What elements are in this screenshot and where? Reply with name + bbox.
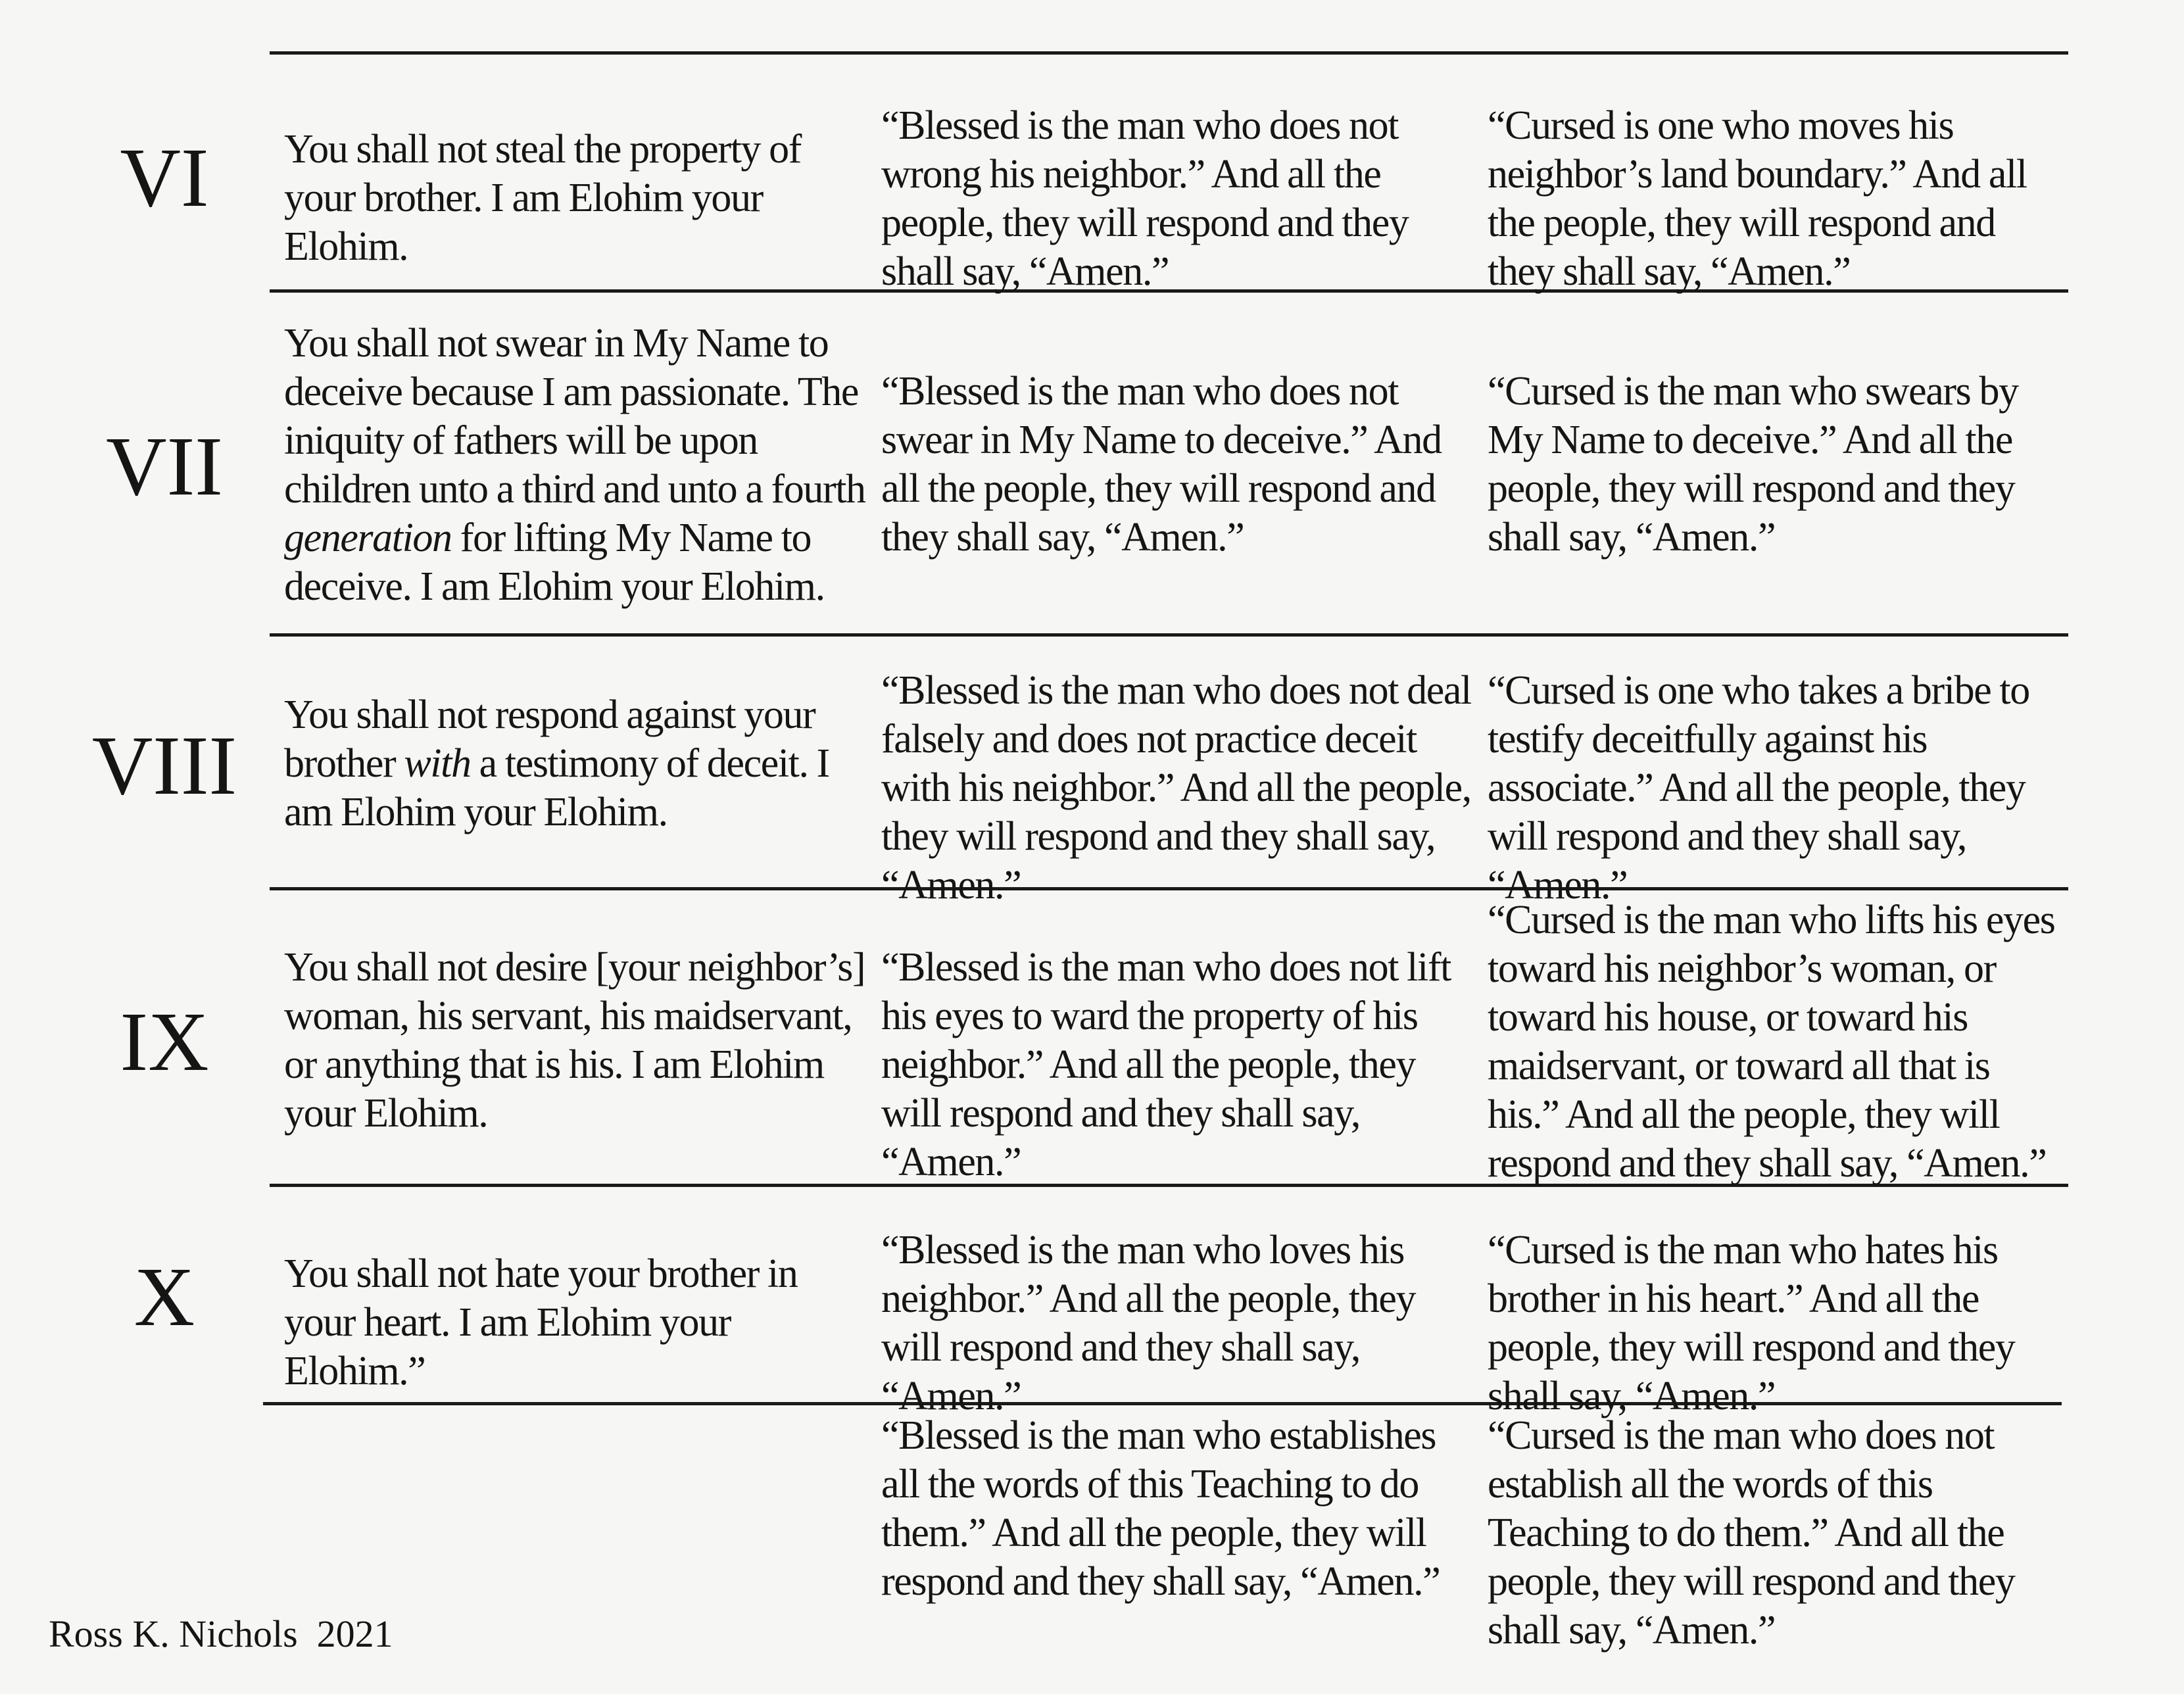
commandment-text [284,319,869,611]
cursed-text: “Cursed is one who moves his neighbor’s land boundary.” And all the people, they will respond and they shall say, “Amen.” [1488,103,2027,294]
commandment-numeral: VI [120,131,209,224]
blessed-text: “Blessed is the man who does not lift his eyes to ward the property of his neighbor.” And all the people, they will respond and they shall say, “Amen.” [881,945,1451,1184]
commandment-text: You shall not hate your brother in your heart. I am Elohim your Elohim.” [284,1251,798,1393]
commandment-text [284,690,869,836]
commandment-numeral: VII [106,420,223,513]
blessed-text: “Blessed is the man who loves his neighbor.” And all the people, they will respond and they shall say, “Amen.” [881,1228,1416,1418]
commandment-numeral: VIII [91,719,237,812]
commandment-text: You shall not steal the property of your brother. I am Elohim your Elohim. [284,127,801,269]
commandment-numeral: X [133,1250,195,1343]
commandment-text-italic: with [404,741,471,786]
table-rule [270,633,2068,637]
cursed-text: “Cursed is the man who lifts his eyes toward his neighbor’s woman, or toward his house, or toward his maidservant, or toward all that is his.” And all the people, they will respond and they shall say, “Amen.” [1488,898,2055,1186]
cursed-text: “Cursed is the man who hates his brother in his heart.” And all the people, they will respond and they shall say, “Amen.” [1488,1228,2015,1418]
blessed-text: “Blessed is the man who does not deal falsely and does not practice deceit with his neighbor.” And all the people, they will respond and they shall say, “Amen.” [881,668,1471,908]
commandment-text-part: You shall not respond against your brother [284,692,815,786]
blessed-text: “Blessed is the man who establishes all the words of this Teaching to do them.” And all the people, they will respond and they shall say, “Amen.” [881,1413,1440,1604]
commandment-text-italic: generation [284,516,452,560]
commandment-text-part: for lifting My Name to deceive. I am Elohim your Elohim. [284,516,825,609]
commandment-numeral: IX [120,995,209,1088]
commandment-text: You shall not desire [your neighbor’s] woman, his servant, his maidservant, or anything that is his. I am Elohim your Elohim. [284,945,865,1136]
author-credit: Ross K. Nichols 2021 [49,1612,393,1655]
commandment-text-part: a testimony of deceit. I am Elohim your Elohim. [284,741,829,835]
table-rule [270,51,2068,55]
cursed-text: “Cursed is the man who does not establish all the words of this Teaching to do them.” And all the people, they will respond and they shall say, “Amen.” [1488,1413,2015,1653]
blessed-text: “Blessed is the man who does not wrong his neighbor.” And all the people, they will respond and they shall say, “Amen.” [881,103,1409,294]
cursed-text: “Cursed is one who takes a bribe to testify deceitfully against his associate.” And all the people, they will respond and they shall say, “Amen.” [1488,668,2029,908]
commandment-text-part: You shall not swear in My Name to deceive because I am passionate. The iniquity of fathers will be upon children unto a third and unto a fourth [284,321,865,512]
blessed-text: “Blessed is the man who does not swear in My Name to deceive.” And all the people, they will respond and they shall say, “Amen.” [881,369,1442,560]
cursed-text: “Cursed is the man who swears by My Name to deceive.” And all the people, they will respond and they shall say, “Amen.” [1488,369,2018,560]
